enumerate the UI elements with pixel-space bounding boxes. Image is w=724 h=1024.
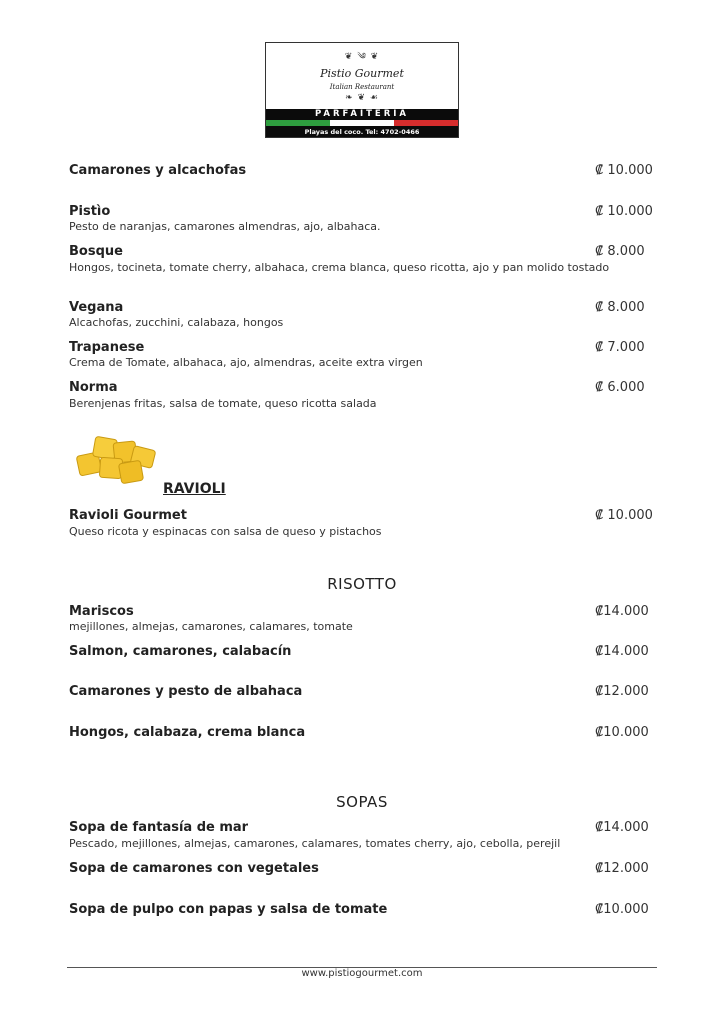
menu-item-description: Pescado, mejillones, almejas, camarones, calamares, tomates cherry, ajo, cebolla, perejil: [69, 837, 561, 850]
section-title-risotto: RISOTTO: [327, 575, 397, 593]
menu-item-price: ₡ 10.000: [595, 204, 653, 219]
menu-item-price: ₡14.000: [595, 644, 649, 659]
bottom-ornament-icon: ❧ ❦ ☙: [345, 93, 379, 103]
menu-item-name: Sopa de camarones con vegetales: [69, 861, 319, 876]
menu-item-price: ₡ 10.000: [595, 508, 653, 523]
section-title-sopas: SOPAS: [336, 793, 388, 811]
restaurant-logo: [265, 42, 459, 138]
menu-item-name: Camarones y alcachofas: [69, 163, 247, 178]
ravioli-image: [72, 428, 162, 488]
menu-item-price: ₡ 10.000: [595, 163, 653, 178]
menu-item-name: Mariscos: [69, 604, 134, 619]
menu-item-name: Hongos, calabaza, crema blanca: [69, 725, 306, 740]
menu-item-description: Berenjenas fritas, salsa de tomate, queso ricotta salada: [69, 397, 377, 410]
menu-item-price: ₡12.000: [595, 684, 649, 699]
menu-item-price: ₡10.000: [595, 725, 649, 740]
menu-item-name: Vegana: [69, 300, 124, 315]
logo-brand: Pistio Gourmet: [320, 67, 404, 80]
menu-item-description: Pesto de naranjas, camarones almendras, ajo, albahaca.: [69, 220, 381, 233]
menu-item-name: Ravioli Gourmet: [69, 508, 187, 523]
menu-item-price: ₡ 7.000: [595, 340, 645, 355]
menu-item-description: Alcachofas, zucchini, calabaza, hongos: [69, 316, 284, 329]
menu-item-price: ₡14.000: [595, 820, 649, 835]
menu-item-price: ₡10.000: [595, 902, 649, 917]
menu-item-name: Salmon, camarones, calabacín: [69, 644, 292, 659]
logo-subtitle: Italian Restaurant: [329, 83, 395, 91]
menu-item-name: Pistìo: [69, 204, 111, 219]
top-ornament-icon: ❦ ༄ ❦: [344, 52, 380, 62]
menu-item-description: Crema de Tomate, albahaca, ajo, almendras, aceite extra virgen: [69, 356, 423, 369]
menu-item-price: ₡12.000: [595, 861, 649, 876]
logo-contact-info: Playas del coco. Tel: 4702-0466: [266, 126, 458, 138]
footer-website-link[interactable]: www.pistiogourmet.com: [301, 968, 423, 979]
menu-item-name: Norma: [69, 380, 118, 395]
menu-item-description: mejillones, almejas, camarones, calamares, tomate: [69, 620, 353, 633]
section-title-ravioli: RAVIOLI: [163, 481, 226, 497]
menu-item-price: ₡ 8.000: [595, 244, 645, 259]
menu-item-description: Hongos, tocineta, tomate cherry, albahaca, crema blanca, queso ricotta, ajo y pan molido tostado: [69, 261, 610, 274]
menu-item-name: Sopa de fantasía de mar: [69, 820, 249, 835]
menu-item-name: Sopa de pulpo con papas y salsa de tomate: [69, 902, 388, 917]
logo-band: PARFAITERIA: [266, 109, 458, 120]
menu-item-description: Queso ricota y espinacas con salsa de queso y pistachos: [69, 525, 382, 538]
menu-item-price: ₡ 6.000: [595, 380, 645, 395]
menu-item-name: Camarones y pesto de albahaca: [69, 684, 303, 699]
menu-item-name: Trapanese: [69, 340, 145, 355]
menu-item-price: ₡ 8.000: [595, 300, 645, 315]
menu-item-name: Bosque: [69, 244, 123, 259]
menu-item-price: ₡14.000: [595, 604, 649, 619]
